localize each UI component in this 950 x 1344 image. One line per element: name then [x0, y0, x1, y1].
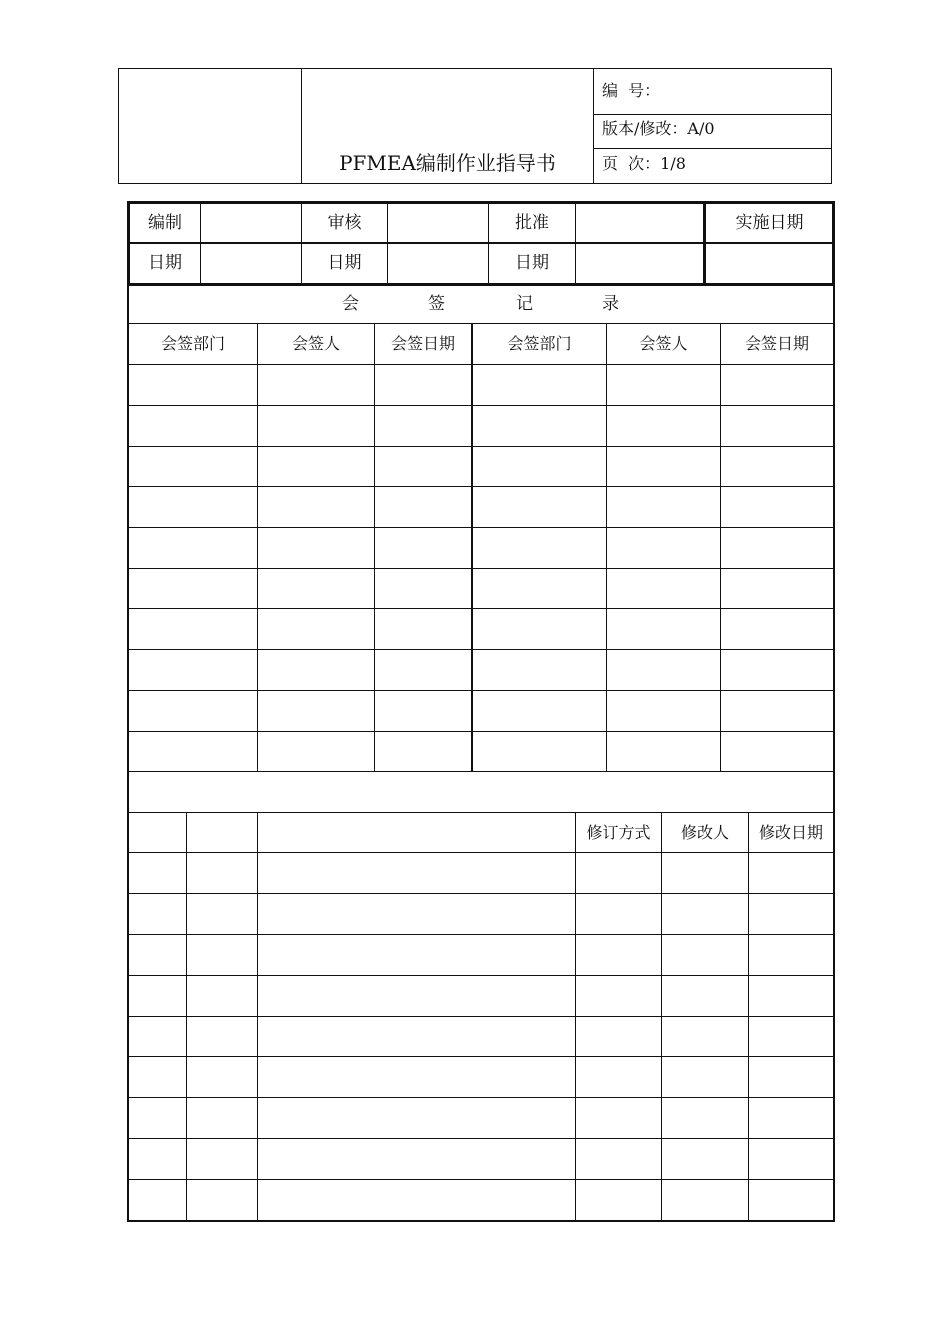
countersign-col-signer-left: 会签人	[291, 334, 340, 353]
countersign-hline	[129, 608, 833, 609]
compile-date-label: 日期	[148, 253, 182, 273]
countersign-vline	[606, 324, 607, 772]
countersign-hline	[129, 690, 833, 691]
revision-vline	[661, 813, 662, 1221]
revision-vline	[575, 813, 576, 1221]
countersign-col-signer-right: 会签人	[639, 334, 688, 353]
revision-hline	[129, 852, 833, 853]
countersign-hline	[129, 446, 833, 447]
countersign-hline	[129, 731, 833, 732]
header-hline-2	[593, 148, 832, 149]
countersign-title-char: 录	[602, 294, 619, 314]
revision-hline	[129, 893, 833, 894]
main-right-border	[833, 284, 835, 1222]
countersign-hline	[129, 486, 833, 487]
countersign-title-char: 会	[342, 294, 359, 314]
header-hline-1	[593, 114, 832, 115]
revision-vline	[186, 813, 187, 1221]
main-left-border	[127, 284, 129, 1222]
countersign-vline	[720, 324, 721, 772]
revision-hline	[129, 1056, 833, 1057]
countersign-hline	[129, 568, 833, 569]
countersign-col-date-right: 会签日期	[744, 334, 809, 353]
countersign-hline	[129, 405, 833, 406]
countersign-vline	[257, 324, 258, 772]
approval-vline	[200, 203, 201, 284]
implementation-date-label: 实施日期	[735, 212, 804, 233]
countersign-vline	[374, 324, 375, 772]
revision-hline	[129, 1179, 833, 1180]
countersign-vline-center	[471, 324, 473, 772]
revision-hline	[129, 1016, 833, 1017]
revision-col-method: 修订方式	[586, 822, 651, 842]
approve-label: 批准	[515, 212, 549, 233]
countersign-hline	[129, 649, 833, 650]
revision-hline	[129, 1097, 833, 1098]
approval-vline	[575, 203, 576, 284]
document-title: PFMEA编制作业指导书	[339, 150, 556, 175]
revision-vline	[257, 813, 258, 1221]
approve-date-label: 日期	[515, 253, 549, 273]
countersign-title	[129, 286, 833, 324]
countersign-col-dept-right: 会签部门	[507, 334, 572, 353]
doc-number-label: 编 号：	[602, 81, 661, 100]
revision-col-modifier: 修改人	[680, 822, 729, 842]
approval-vline	[387, 203, 388, 284]
countersign-hline	[129, 527, 833, 528]
countersign-title-char: 签	[428, 294, 445, 314]
revision-hline	[129, 934, 833, 935]
countersign-title-char: 记	[516, 294, 533, 314]
review-label: 审核	[327, 212, 362, 233]
countersign-hline	[129, 364, 833, 365]
review-date-label: 日期	[327, 253, 362, 273]
countersign-col-dept-left: 会签部门	[160, 334, 225, 353]
header-divider-2	[593, 68, 594, 184]
approval-mid-line	[129, 242, 833, 244]
countersign-col-date-left: 会签日期	[390, 334, 455, 353]
main-bottom-border	[127, 1220, 835, 1222]
revision-hline	[129, 1138, 833, 1139]
version-label: 版本/修改：A/0	[602, 119, 715, 138]
revision-vline	[748, 813, 749, 1221]
revision-hline	[129, 975, 833, 976]
compile-label: 编制	[148, 212, 182, 233]
page-number-label: 页 次：1/8	[602, 154, 686, 173]
revision-col-date: 修改日期	[758, 822, 823, 842]
countersign-hline	[129, 771, 833, 772]
